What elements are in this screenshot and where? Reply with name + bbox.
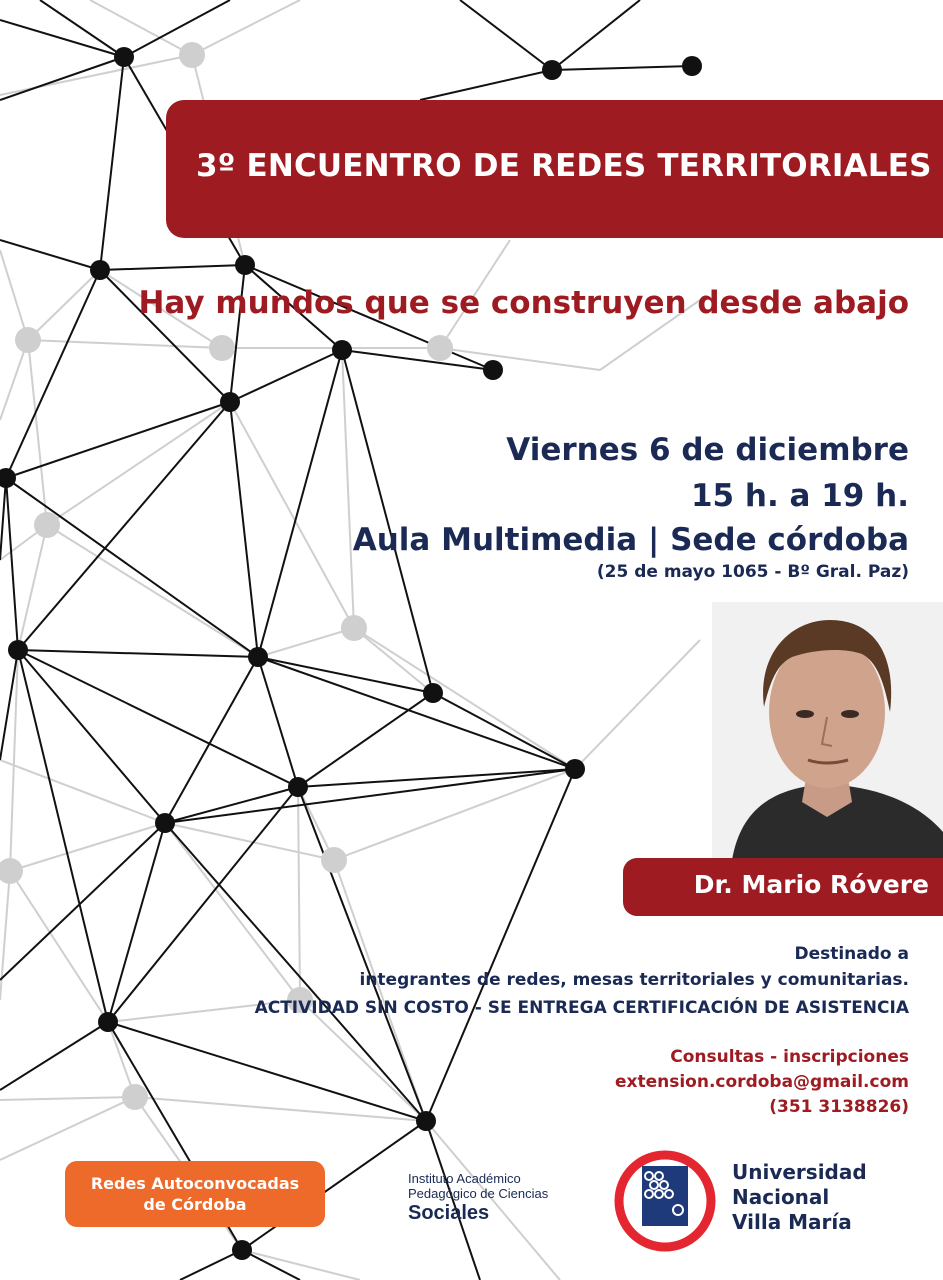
- activity-notice: ACTIVIDAD SIN COSTO - SE ENTREGA CERTIFICACIÓN DE ASISTENCIA: [254, 998, 909, 1018]
- event-time: 15 h. a 19 h.: [690, 478, 909, 514]
- speaker-photo: [712, 602, 943, 860]
- contact-phone: (351 3138826): [769, 1097, 909, 1117]
- university-name: [732, 1160, 867, 1235]
- speaker-banner: [623, 858, 943, 916]
- institute-line-1: Instituto Académico: [408, 1171, 521, 1186]
- event-date: Viernes 6 de diciembre: [506, 432, 909, 468]
- speaker-portrait-icon: [712, 602, 943, 860]
- audience-intro: Destinado a: [794, 944, 909, 964]
- university-logo-icon: [612, 1148, 718, 1254]
- event-subtitle: Hay mundos que se construyen desde abajo: [138, 285, 909, 321]
- university-line-1: Universidad: [732, 1160, 867, 1184]
- institute-logo: [408, 1171, 548, 1225]
- university-line-3: Villa María: [732, 1210, 852, 1234]
- contact-label: Consultas - inscripciones: [670, 1047, 909, 1067]
- redes-line-2: de Córdoba: [143, 1195, 247, 1214]
- institute-line-3: Sociales: [408, 1202, 490, 1224]
- contact-email[interactable]: extension.cordoba@gmail.com: [614, 1072, 909, 1092]
- event-venue: Aula Multimedia | Sede córdoba: [352, 522, 909, 558]
- audience-description: integrantes de redes, mesas territoriales y comunitarias.: [359, 970, 909, 990]
- event-title: 3º ENCUENTRO DE REDES TERRITORIALES: [196, 148, 932, 184]
- title-banner: [166, 100, 943, 238]
- redes-logo-badge: [65, 1161, 325, 1227]
- speaker-name: Dr. Mario Róvere: [693, 870, 929, 899]
- university-line-2: Nacional: [732, 1185, 830, 1209]
- redes-line-1: Redes Autoconvocadas: [90, 1174, 300, 1193]
- institute-line-2: Pedagógico de Ciencias: [408, 1186, 549, 1201]
- event-address: (25 de mayo 1065 - Bº Gral. Paz): [596, 562, 909, 582]
